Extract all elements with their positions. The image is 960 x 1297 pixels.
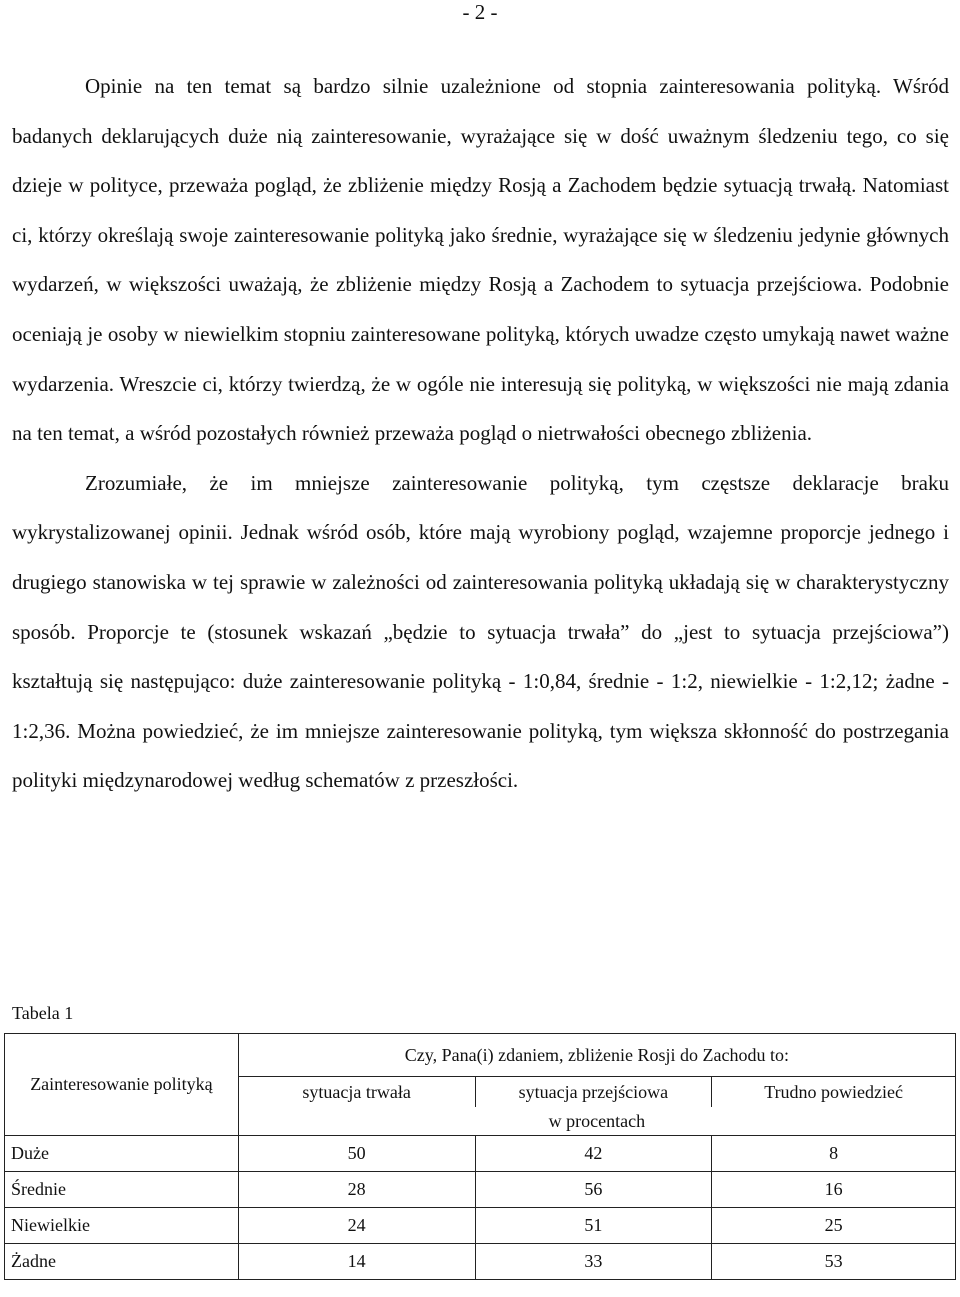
paragraph: Opinie na ten temat są bardzo silnie uzależnione od stopnia zainteresowania polityką. Wśród badanych deklarujących duże nią zainteresowanie, wyrażające się w dość uważnym śledzeniu tego, co się dzieje w polityce, przeważa pogląd, że zbliżenie między Rosją a Zachodem będzie sytuacją trwałą. Natomiast ci, którzy określają swoje zainteresowanie polityką jako średnie, wyrażające się w śledzeniu jedynie głównych wydarzeń, w większości uważają, że zbliżenie między Rosją a Zachodem to sytuacja przejściowa. Podobnie oceniają je osoby w niewielkim stopniu zainteresowane polityką, których uwadze często umykają nawet ważne wydarzenia. Wreszcie ci, którzy twierdzą, że w ogóle nie interesują się polityką, w większości nie mają zdania na ten temat, a wśród pozostałych również przeważa pogląd o nietrwałości obecnego zbliżenia. (12, 74, 949, 446)
paragraph: Zrozumiałe, że im mniejsze zainteresowanie polityką, tym częstsze deklaracje braku wykrystalizowanej opinii. Jednak wśród osób, które mają wyrobiony pogląd, wzajemne proporcje jednego i drugiego stanowiska w tej sprawie w zależności od zainteresowania polityką układają się w charakterystyczny sposób. Proporcje te (stosunek wskazań „będzie to sytuacja trwała” do „jest to sytuacja przejściowa”) kształtują się następująco: duże zainteresowanie polityką - 1:0,84, średnie - 1:2, niewielkie - 1:2,12; żadne - 1:2,36. Można powiedzieć, że im mniejsze zainteresowanie polityką, tym większa skłonność do postrzegania polityki międzynarodowej według schematów z przeszłości. (12, 470, 949, 793)
table-cell: 24 (238, 1208, 475, 1244)
table-cell: 42 (475, 1136, 712, 1172)
results-table (4, 1033, 956, 1280)
column-header: Trudno powiedzieć (712, 1077, 956, 1108)
table-cell: 16 (712, 1172, 956, 1208)
table-row (5, 1244, 956, 1280)
table-row (5, 1172, 956, 1208)
page-number: - 2 - (462, 0, 498, 24)
table-cell: 28 (238, 1172, 475, 1208)
table-cell: 14 (238, 1244, 475, 1280)
table-row (5, 1208, 956, 1244)
row-label: Średnie (5, 1172, 239, 1208)
row-label: Żadne (5, 1244, 239, 1280)
table-cell: 25 (712, 1208, 956, 1244)
row-label: Niewielkie (5, 1208, 239, 1244)
body-text (12, 62, 949, 806)
table-row (5, 1136, 956, 1172)
table-cell: 33 (475, 1244, 712, 1280)
row-header-cell: Zainteresowanie polityką (5, 1034, 239, 1136)
table-cell: 8 (712, 1136, 956, 1172)
table-cell: 53 (712, 1244, 956, 1280)
column-header: sytuacja trwała (238, 1077, 475, 1108)
table-caption: Tabela 1 (12, 1003, 74, 1023)
row-label: Duże (5, 1136, 239, 1172)
table-cell: 50 (238, 1136, 475, 1172)
table-cell: 51 (475, 1208, 712, 1244)
unit-label: w procentach (238, 1107, 955, 1136)
question-header: Czy, Pana(i) zdaniem, zbliżenie Rosji do Zachodu to: (238, 1034, 955, 1077)
table-cell: 56 (475, 1172, 712, 1208)
column-header: sytuacja przejściowa (475, 1077, 712, 1108)
